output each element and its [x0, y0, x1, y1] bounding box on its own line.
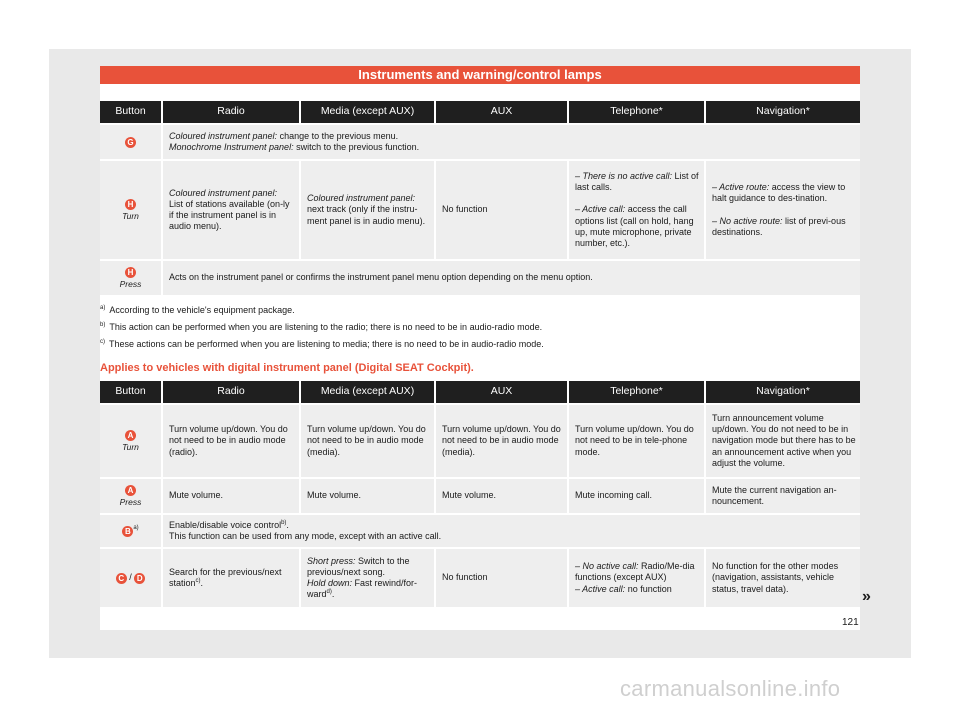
controls-table-2: [100, 381, 860, 607]
col-header-button: Button: [100, 101, 163, 123]
media-option-a-label: Short press:: [307, 555, 356, 566]
col-header-media: Media (except AUX): [301, 101, 436, 123]
button-g-badge: G: [125, 137, 136, 148]
watermark-text: carmanualsonline.info: [620, 676, 841, 701]
aux-cell: Turn volume up/down. You do not need to be in audio mode (media).: [436, 403, 569, 477]
section-header: Instruments and warning/control lamps: [100, 66, 860, 84]
navigation-cell: No function for the other modes (navigation, assistants, vehicle status, travel data).: [706, 547, 860, 607]
media-cell-label: Coloured instrument panel:: [307, 193, 416, 204]
row-b-line2: This function can be used from any mode, except with an active call.: [169, 531, 442, 541]
row-b-line1: Enable/disable voice control: [169, 519, 282, 530]
radio-cell-text: List of stations available (on-ly if the instrument panel is in audio menu).: [169, 198, 290, 232]
radio-cell: Turn volume up/down. You do not need to be in audio mode (radio).: [163, 403, 301, 477]
footnote: $^{a)}$ According to the vehicle's equipment package.: [100, 305, 295, 315]
media-option-b-label: Hold down:: [307, 578, 353, 588]
telephone-cell: Mute incoming call.: [569, 477, 706, 513]
tel-option-b-label: – Active call:: [575, 583, 626, 594]
tel-option-b-label: – Active call:: [575, 204, 626, 215]
table-header-row: [100, 381, 860, 403]
row-action-label: Press: [119, 278, 142, 289]
navigation-cell: Turn announcement volume up/down. You do not need to be in navigation mode but there has to be an announcement active when you adjust the volume.: [706, 403, 860, 477]
media-cell: Turn volume up/down. You do not need to be in audio mode (media).: [301, 403, 436, 477]
radio-cell: Mute volume.: [163, 477, 301, 513]
tel-option-a-text: Radio/Me-dia functions (except AUX): [575, 561, 695, 583]
tel-option-b-text: no function: [625, 583, 672, 594]
button-a-badge: A: [125, 430, 136, 441]
aux-cell: No function: [436, 159, 569, 259]
nav-option-a-label: – Active route:: [712, 181, 770, 192]
media-cell: Mute volume.: [301, 477, 436, 513]
media-option-a-text: Switch to the previous/next song.: [307, 555, 410, 577]
tel-option-b-text: access the call options list (call on hold, hang up, mute microphone, private number, etc.).: [575, 204, 694, 249]
table-row: [100, 159, 860, 259]
row-h-press-text: Acts on the instrument panel or confirms the instrument panel menu option depending on the menu option.: [163, 259, 860, 295]
col-header-aux: AUX: [436, 101, 569, 123]
table-row: B $^{a)}$ Enable/disable voice control$^{b)}$. This function can be used from any mode, except with an active call.: [100, 513, 860, 547]
col-header-media: Media (except AUX): [301, 381, 436, 403]
continue-arrow-icon: »: [862, 588, 871, 605]
row-action-label: Turn: [122, 210, 139, 221]
col-header-telephone: Telephone*: [569, 381, 706, 403]
footnote-mark: c): [195, 578, 201, 584]
table-row: [100, 477, 860, 513]
table-header-row: [100, 101, 860, 123]
button-h-badge: H: [125, 199, 136, 210]
tel-option-a-text: List of last calls.: [575, 170, 699, 192]
row-g-line1-label: Coloured instrument panel:: [169, 130, 278, 141]
row-action-label: Turn: [122, 441, 139, 452]
button-c-badge: C: [116, 573, 127, 584]
telephone-cell: Turn volume up/down. You do not need to be in tele-phone mode.: [569, 403, 706, 477]
footnote-mark: d): [326, 589, 332, 596]
row-g-line2-label: Monochrome Instrument panel:: [169, 142, 294, 152]
button-d-badge: D: [134, 573, 145, 584]
col-header-radio: Radio: [163, 101, 301, 123]
media-cell-text: next track (only if the instru-ment panel is in audio menu).: [307, 204, 426, 226]
footnote: $^{c)}$ These actions can be performed when you are listening to media; there is no need to be in audio-radio mode.: [100, 339, 544, 349]
row-g-line2-text: switch to the previous function.: [293, 142, 420, 152]
tel-option-a-label: – There is no active call:: [575, 170, 673, 181]
section-title: Applies to vehicles with digital instrument panel (Digital SEAT Cockpit).: [100, 362, 474, 374]
nav-option-a-text: access the view to halt guidance to des-tination.: [712, 181, 846, 204]
table-row: C / D Search for the previous/next station$^{c)}$. Short press: Switch to the previous/next song. Hold down: Fast rewind/for-ward$^{d)}$. No function – No active call: Radio/Me-dia functions (except AUX) – Active call: no function No function for the other modes (navigation, assistants, vehicle status, travel data).: [100, 547, 860, 607]
table-row: [100, 403, 860, 477]
nav-option-b-label: – No active route:: [712, 215, 783, 226]
col-header-radio: Radio: [163, 381, 301, 403]
media-option-b-text: Fast rewind/for-ward: [307, 578, 418, 600]
footnote-mark: b): [281, 519, 287, 526]
col-header-telephone: Telephone*: [569, 101, 706, 123]
separator-slash: /: [129, 572, 132, 583]
button-a-badge: A: [125, 485, 136, 496]
radio-cell-text: Search for the previous/next station: [169, 566, 282, 588]
button-b-badge: B: [122, 526, 133, 537]
navigation-cell: Mute the current navigation an-nouncement.: [706, 477, 860, 513]
row-action-label: Press: [119, 496, 142, 507]
col-header-navigation: Navigation*: [706, 101, 860, 123]
col-header-navigation: Navigation*: [706, 381, 860, 403]
tel-option-a-label: – No active call:: [575, 561, 639, 572]
radio-cell-label: Coloured instrument panel:: [169, 187, 278, 198]
col-header-button: Button: [100, 381, 163, 403]
footnote-mark: a): [133, 525, 139, 532]
aux-cell: No function: [436, 547, 569, 607]
button-h-badge: H: [125, 267, 136, 278]
row-g-line1-text: change to the previous menu.: [277, 130, 399, 141]
page-number: 121: [842, 617, 859, 628]
nav-option-b-text: list of previ-ous destinations.: [712, 215, 846, 237]
table-row: [100, 123, 860, 159]
footnote: $^{b)}$ This action can be performed when you are listening to the radio; there is no need to be in audio-radio mode.: [100, 322, 543, 332]
controls-table-1: [100, 101, 860, 295]
col-header-aux: AUX: [436, 381, 569, 403]
aux-cell: Mute volume.: [436, 477, 569, 513]
table-row: [100, 259, 860, 295]
